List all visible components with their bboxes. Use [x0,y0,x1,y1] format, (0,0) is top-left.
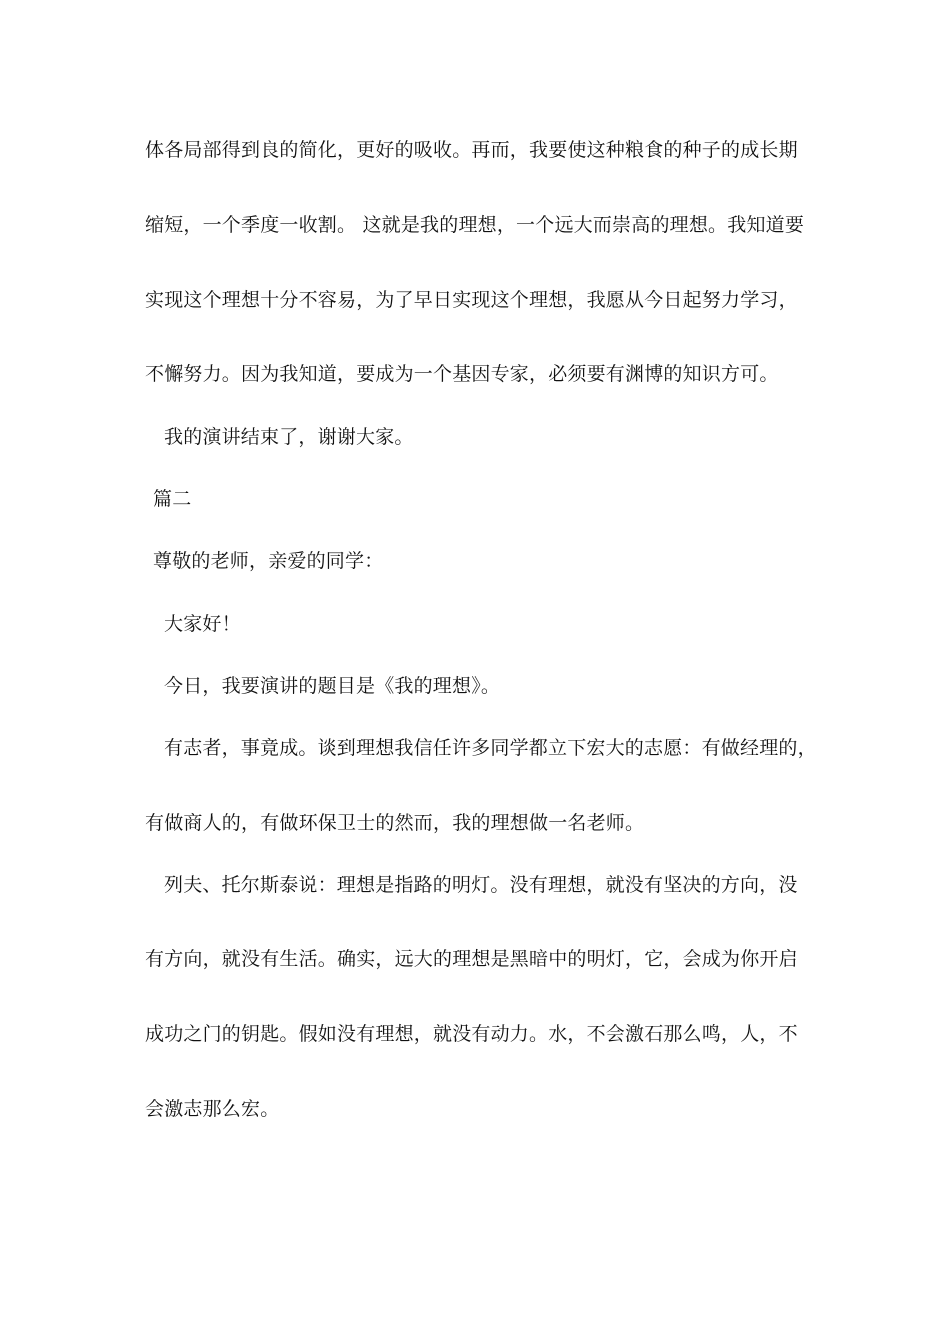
paragraph-2-line-2: 有做商人的，有做环保卫士的然而，我的理想做一名老师。 [145,812,645,834]
salutation: 尊敬的老师，亲爱的同学： [153,550,384,572]
section-title: 篇二 [153,488,192,510]
topic-line: 今日，我要演讲的题目是《我的理想》。 [164,675,501,697]
paragraph-1-line-4: 不懈努力。因为我知道，要成为一个基因专家，必须要有渊博的知识方可。 [145,363,779,385]
paragraph-3-line-2: 有方向，就没有生活。确实，远大的理想是黑暗中的明灯，它，会成为你开启 [145,948,798,970]
paragraph-2-line-1: 有志者，事竟成。谈到理想我信任许多同学都立下宏大的志愿：有做经理的， [164,737,817,759]
paragraph-1-line-3: 实现这个理想十分不容易，为了早日实现这个理想，我愿从今日起努力学习， [145,289,798,311]
paragraph-1-line-2: 缩短，一个季度一收割。 这就是我的理想，一个远大而崇高的理想。我知道要 [145,214,805,236]
paragraph-3-line-3: 成功之门的钥匙。假如没有理想，就没有动力。水，不会激石那么鸣，人，不 [145,1023,798,1045]
closing-line: 我的演讲结束了，谢谢大家。 [164,426,414,448]
paragraph-3-line-4: 会激志那么宏。 [145,1098,280,1120]
greeting: 大家好！ [164,613,241,635]
paragraph-3-line-1: 列夫、托尔斯泰说：理想是指路的明灯。没有理想，就没有坚决的方向，没 [164,874,798,896]
paragraph-1-line-1: 体各局部得到良的简化，更好的吸收。再而，我要使这种粮食的种子的成长期 [145,139,798,161]
